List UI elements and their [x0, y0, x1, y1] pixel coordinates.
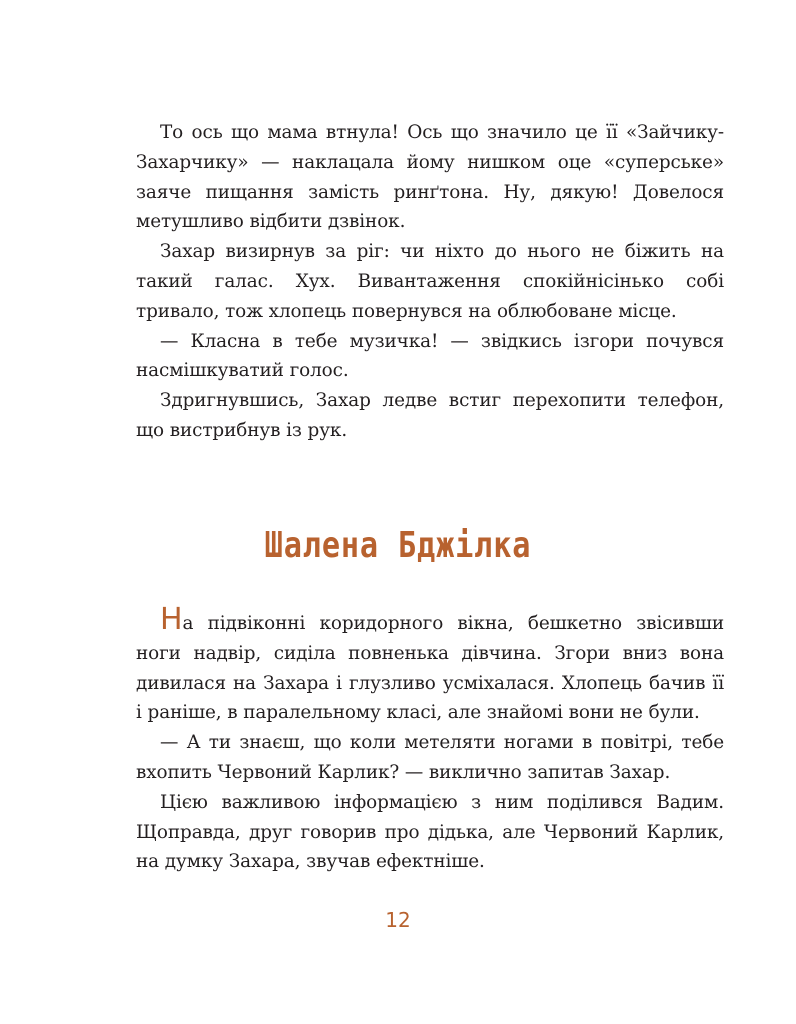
paragraph: То ось що мама втнула! Ось що значило це її «Зайчику-Захарчику» — наклацала йому нишком оце «суперське» заяче пищання замість ринґтона. Ну, дякую! Довелося метушливо відбити дзвінок. [136, 122, 724, 233]
paragraph-with-drop-cap [136, 602, 724, 728]
paragraph-text: а підвіконні коридорного вікна, бешкетно звісивши ноги надвір, сиділа повненька дівчина. Згори вниз вона дивилася на Захара і глузливо усміхалася. Хлопець бачив її і раніше, в паралельному класі, але знайомі вони не були. [136, 613, 724, 724]
page-number: 12 [385, 908, 411, 932]
paragraph: Здригнувшись, Захар ледве встиг перехопити телефон, що вистрибнув із рук. [136, 390, 724, 441]
paragraph: Цією важливою інформацією з ним поділився Вадим. Щоправда, друг говорив про дідька, але Червоний Карлик, на думку Захара, звучав ефектніше. [136, 791, 724, 873]
paragraph: — Класна в тебе музичка! — звідкись ізгори почувся насмішкуватий голос. [136, 330, 724, 382]
top-text-block [136, 118, 724, 446]
chapter-title: Шалена Бджілка [264, 525, 532, 566]
paragraph: — А ти знаєш, що коли метеляти ногами в повітрі, тебе вхопить Червоний Карлик? — виклично запитав Захар. [136, 732, 724, 783]
drop-cap: Н [160, 602, 183, 637]
paragraph: Захар визирнув за ріг: чи ніхто до нього не біжить на такий галас. Хух. Вивантаження спокійнісінько собі тривало, тож хлопець повернувся на облюбоване місце. [136, 241, 724, 322]
bottom-text-block [136, 602, 724, 877]
